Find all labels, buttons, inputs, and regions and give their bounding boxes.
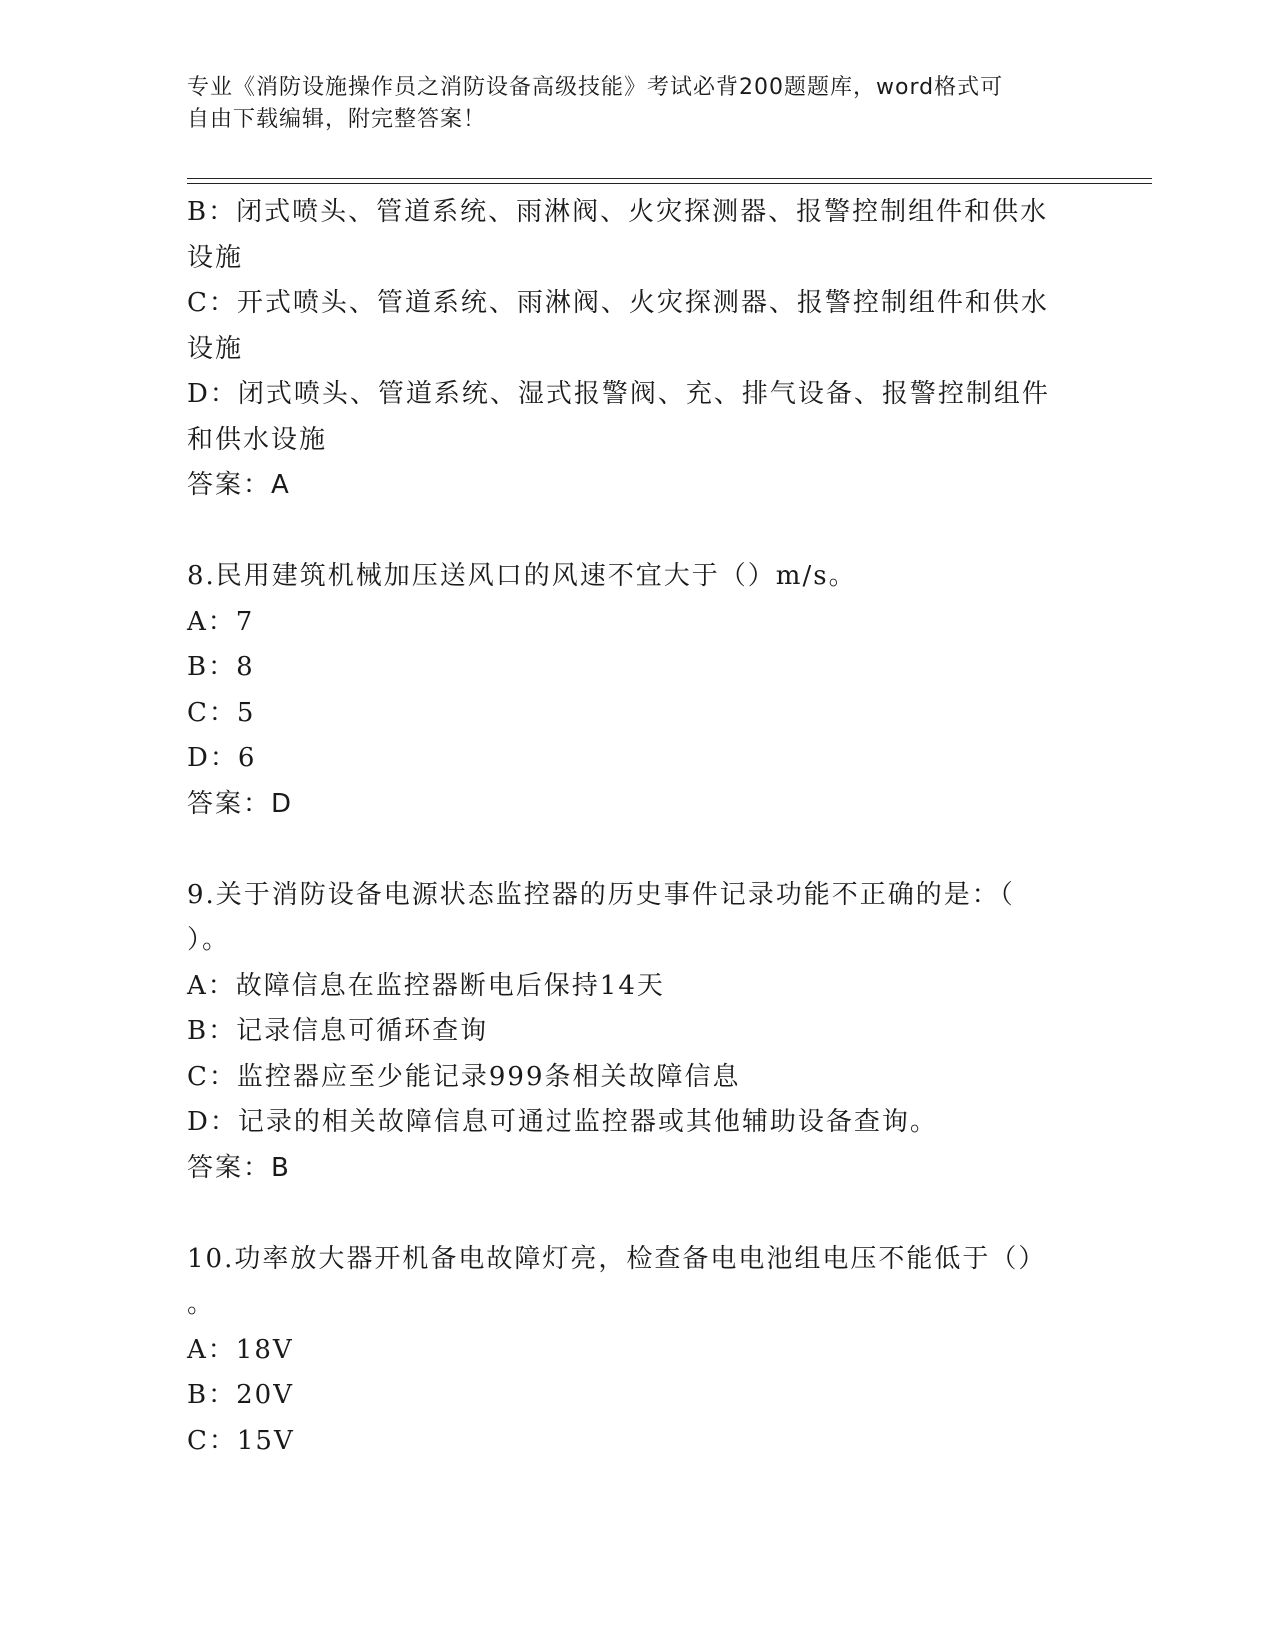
q7-option-c-line1: C：开式喷头、管道系统、雨淋阀、火灾探测器、报警控制组件和供水 (187, 288, 1049, 318)
q9-option-a: A：故障信息在监控器断电后保持14天 (187, 970, 665, 1001)
q9-option-b: B：记录信息可循环查询 (187, 1016, 489, 1046)
spacer (187, 827, 1087, 873)
q7-option-d-line1: D：闭式喷头、管道系统、湿式报警阀、充、排气设备、报警控制组件 (187, 379, 1050, 409)
q10-option-c: C：15V (187, 1425, 295, 1456)
q10-question-line1: 10.功率放大器开机备电故障灯亮，检查备电电池组电压不能低于（） (187, 1243, 1047, 1274)
q7-answer: 答案：A (187, 470, 291, 500)
q9-question-line2: ）。 (187, 925, 231, 955)
q8-answer: 答案：D (187, 788, 294, 819)
q9-option-c: C：监控器应至少能记录999条相关故障信息 (187, 1061, 741, 1092)
q8-option-c: C：5 (187, 697, 256, 728)
q8-question: 8.民用建筑机械加压送风口的风速不宜大于（）m/s。 (187, 561, 857, 591)
spacer (187, 509, 1087, 555)
header-divider-top (187, 178, 1152, 179)
header-line-2: 自由下载编辑，附完整答案！ (187, 107, 487, 132)
q10-question-line2: 。 (187, 1289, 216, 1319)
q9-answer: 答案：B (187, 1152, 291, 1183)
q7-option-c-line2: 设施 (187, 333, 244, 364)
q8-option-b: B：8 (187, 652, 255, 682)
q8-option-d: D：6 (187, 743, 257, 773)
q7-option-b-line1: B：闭式喷头、管道系统、雨淋阀、火灾探测器、报警控制组件和供水 (187, 197, 1049, 227)
q7-option-b-line2: 设施 (187, 242, 244, 273)
q10-option-a: A：18V (187, 1334, 294, 1365)
header-divider-bottom (187, 183, 1152, 184)
header-line-1: 专业《消防设施操作员之消防设备高级技能》考试必背200题题库，word格式可 (187, 75, 1004, 100)
q7-option-d-line2: 和供水设施 (187, 424, 328, 455)
q9-question-line1: 9.关于消防设备电源状态监控器的历史事件记录功能不正确的是：（ (187, 879, 1015, 910)
document-header (187, 72, 1087, 136)
question-content (187, 190, 1087, 1464)
q8-option-a: A：7 (187, 606, 255, 637)
spacer (187, 1191, 1087, 1237)
q10-option-b: B：20V (187, 1380, 294, 1410)
q9-option-d: D：记录的相关故障信息可通过监控器或其他辅助设备查询。 (187, 1107, 938, 1137)
